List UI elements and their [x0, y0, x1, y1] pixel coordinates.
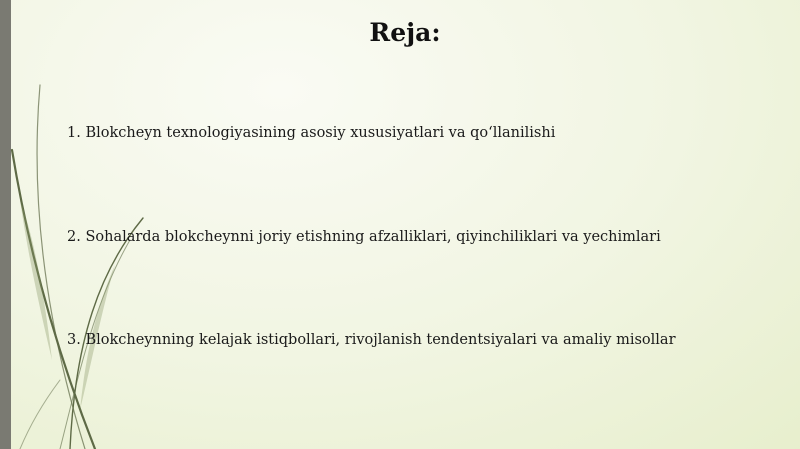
- agenda-item-1: 1. Blokcheyn texnologiyasining asosiy xususiyatlari va qo‘llanilishi: [67, 125, 556, 141]
- slide-title: Reja:: [369, 18, 441, 47]
- left-accent-bar: [0, 0, 11, 449]
- agenda-item-2: 2. Sohalarda blokcheynni joriy etishning afzalliklari, qiyinchiliklari va yechimlari: [67, 229, 661, 245]
- agenda-item-3: 3. Blokcheynning kelajak istiqbollari, rivojlanish tendentsiyalari va amaliy misollar: [67, 332, 676, 348]
